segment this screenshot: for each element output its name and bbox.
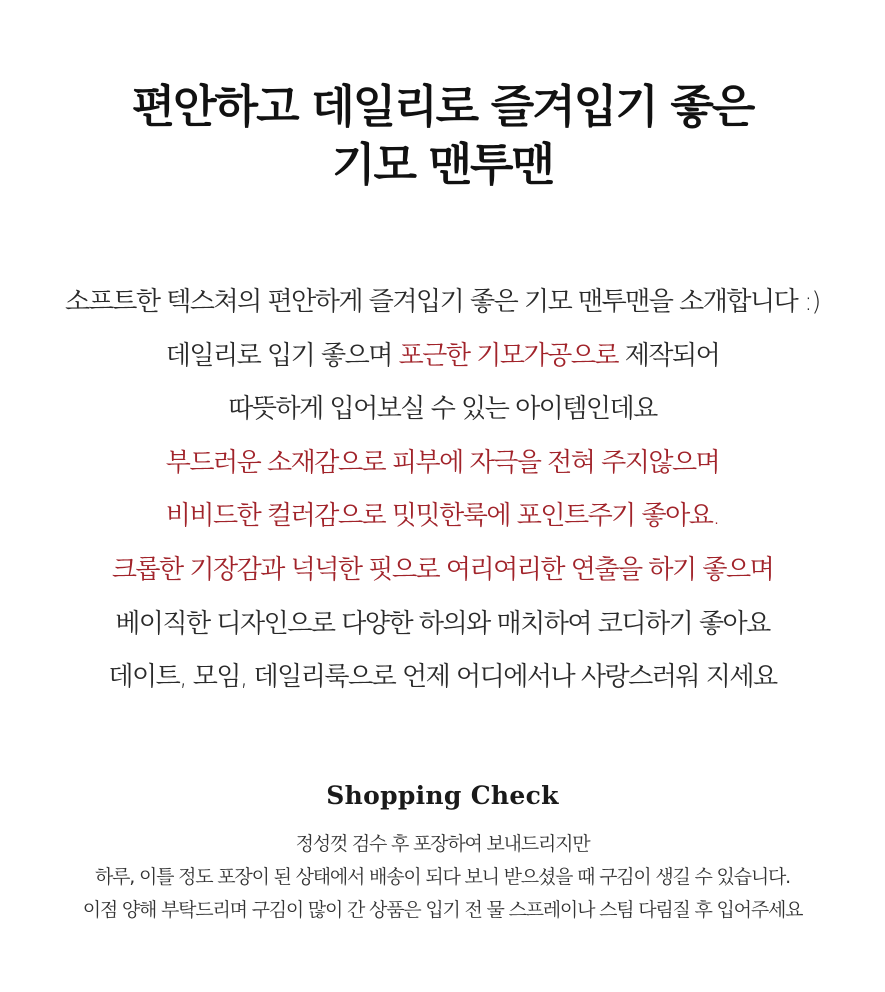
- description-line: 베이직한 디자인으로 다양한 하의와 매치하여 코디하기 좋아요: [115, 608, 770, 639]
- description-line: 소프트한 텍스쳐의 편안하게 즐겨입기 좋은 기모 맨투맨을 소개합니다 :): [65, 287, 820, 317]
- headline-line-2: 기모 맨투맨: [331, 138, 554, 191]
- description-line: 따뜻하게 입어보실 수 있는 아이템인데요: [228, 394, 657, 425]
- notice-line: 이점 양해 부탁드리며 구김이 많이 간 상품은 입기 전 물 스프레이나 스팀 다림질 후 입어주세요: [82, 899, 803, 921]
- description-line: [0, 330, 885, 384]
- notice-line: 하루, 이틀 정도 포장이 된 상태에서 배송이 되다 보니 받으셨을 때 구김이 생길 수 있습니다.: [95, 866, 790, 888]
- description-highlight: 포근한 기모가공으로: [398, 340, 618, 371]
- description-text: 제작되어: [617, 340, 720, 371]
- description-text: 데일리로 입기 좋으며: [165, 340, 399, 371]
- description-highlight-line: 크롭한 기장감과 넉넉한 핏으로 여리여리한 연출을 하기 좋으며: [111, 554, 774, 585]
- product-description: [0, 276, 885, 705]
- headline-line-1: 편안하고 데일리로 즐겨입기 좋은: [131, 80, 754, 133]
- description-highlight-line: 부드러운 소재감으로 피부에 자극을 전혀 주지않으며: [165, 447, 720, 478]
- notice-line: 정성껏 검수 후 포장하여 보내드리지만: [295, 833, 590, 855]
- shopping-check-title: Shopping Check: [326, 781, 559, 810]
- description-highlight-line: 비비드한 컬러감으로 밋밋한룩에 포인트주기 좋아요.: [165, 501, 720, 532]
- shopping-check-notice: [0, 828, 885, 927]
- description-line: 데이트, 모임, 데일리룩으로 언제 어디에서나 사랑스러워 지세요: [108, 662, 777, 693]
